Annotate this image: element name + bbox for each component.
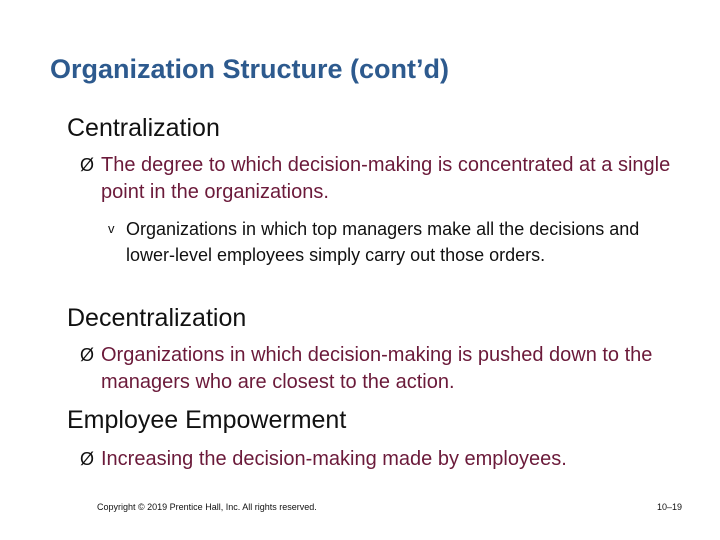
arrow-bullet-icon: Ø [80, 449, 95, 469]
point-employee-empowerment-text: Increasing the decision-making made by employees. [101, 448, 567, 470]
subpoint-centralization [108, 216, 668, 268]
arrow-bullet-icon: Ø [80, 345, 95, 365]
slide-title: Organization Structure (cont’d) [50, 54, 450, 84]
heading-employee-empowerment: Employee Empowerment [67, 406, 347, 434]
arrow-bullet-icon: Ø [80, 155, 95, 175]
footer-copyright: Copyright © 2019 Prentice Hall, Inc. All rights reserved. [97, 502, 317, 512]
heading-decentralization: Decentralization [67, 304, 247, 332]
point-decentralization [80, 342, 700, 396]
page-number: 10–19 [656, 502, 682, 512]
heading-centralization: Centralization [67, 114, 220, 142]
diamond-bullet-icon: v [108, 221, 115, 236]
subpoint-centralization-text: Organizations in which top managers make all the decisions and lower-level employees simply carry out those orders. [126, 219, 640, 265]
point-employee-empowerment [80, 446, 700, 473]
point-decentralization-text: Organizations in which decision-making is pushed down to the managers who are closest to the action. [101, 344, 653, 393]
point-centralization [80, 152, 700, 206]
point-centralization-text: The degree to which decision-making is concentrated at a single point in the organizations. [101, 154, 671, 203]
